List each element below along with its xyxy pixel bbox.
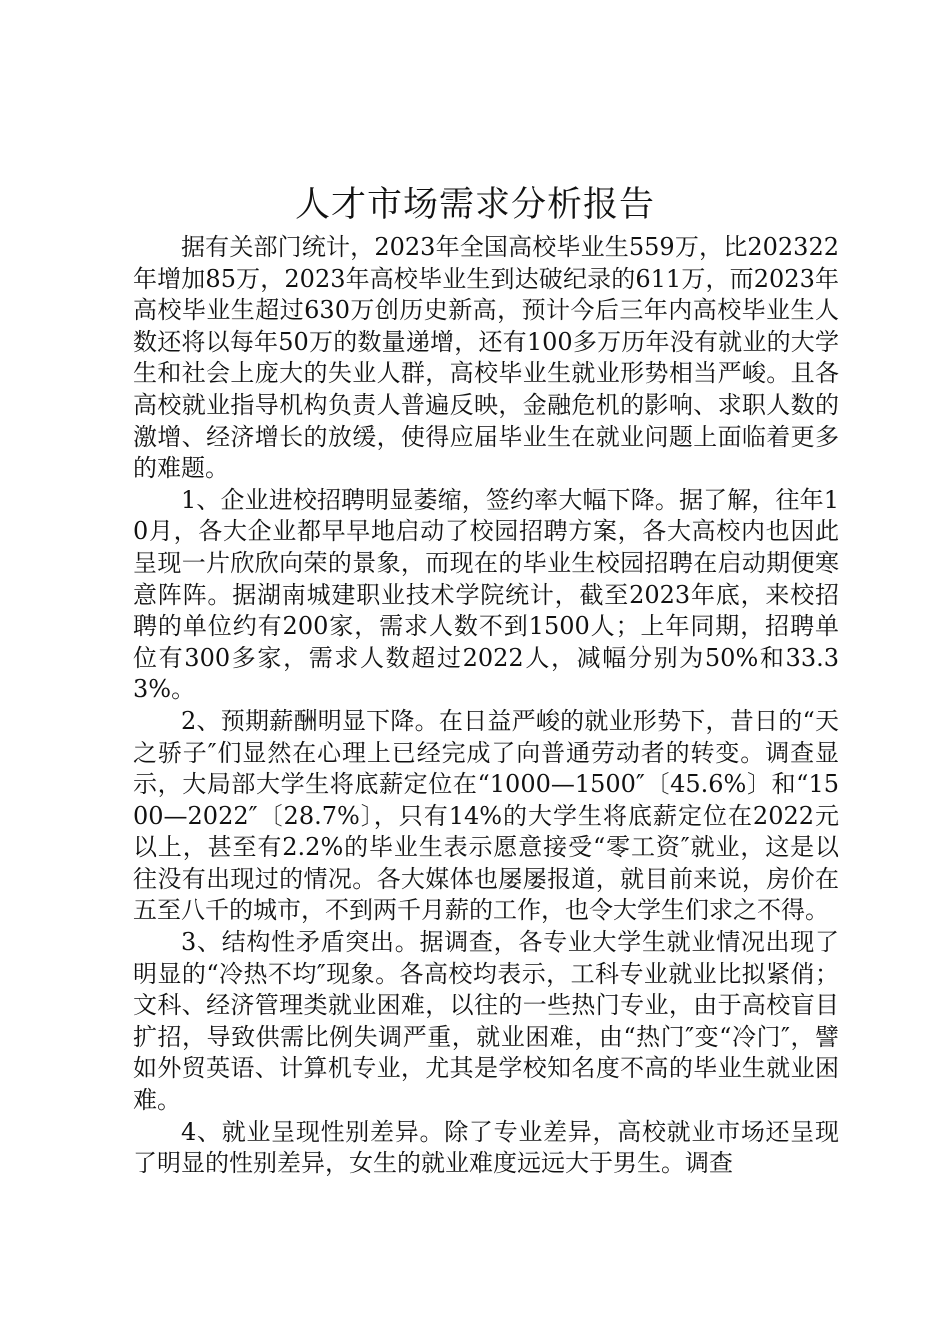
paragraph-gender-difference: 4、就业呈现性别差异。除了专业差异，高校就业市场还呈现了明显的性别差异，女生的就业难度远远大于男生。调查	[133, 1117, 839, 1178]
paragraph-structural-contradiction: 3、结构性矛盾突出。据调查，各专业大学生就业情况出现了明显的“冷热不均″现象。各高校均表示，工科专业就业比拟紧俏；文科、经济管理类就业困难，以往的一些热门专业，由于高校盲目扩招，导致供需比例失调严重，就业困难，由“热门″变“冷门″，譬如外贸英语、计算机专业，尤其是学校知名度不高的毕业生就业困难。	[133, 928, 839, 1115]
paragraph-intro: 据有关部门统计，2023年全国高校毕业生559万，比202322年增加85万，2023年高校毕业生到达破纪录的611万，而2023年高校毕业生超过630万创历史新高，预计今后三年内高校毕业生人数还将以每年50万的数量递增，还有100多万历年没有就业的大学生和社会上庞大的失业人群，高校毕业生就业形势相当严峻。且各高校就业指导机构负责人普遍反映，金融危机的影响、求职人数的激增、经济增长的放缓，使得应届毕业生在就业问题上面临着更多的难题。	[133, 233, 839, 483]
paragraph-salary-expectation: 2、预期薪酬明显下降。在日益严峻的就业形势下，昔日的“天之骄子″们显然在心理上已经完成了向普通劳动者的转变。调查显示，大局部大学生将底薪定位在“1000—1500″〔45.6%〕和“1500—2022″〔28.7%〕，只有14%的大学生将底薪定位在2022元以上，甚至有2.2%的毕业生表示愿意接受“零工资″就业，这是以往没有出现过的情况。各大媒体也屡屡报道，就目前来说，房价在五至八千的城市，不到两千月薪的工作，也令大学生们求之不得。	[133, 706, 839, 925]
paragraph-campus-recruitment: 1、企业进校招聘明显萎缩，签约率大幅下降。据了解，往年10月，各大企业都早早地启动了校园招聘方案，各大高校内也因此呈现一片欣欣向荣的景象，而现在的毕业生校园招聘在启动期便寒意阵阵。据湖南城建职业技术学院统计，截至2023年底，来校招聘的单位约有200家，需求人数不到1500人；上年同期，招聘单位有300多家，需求人数超过2022人，减幅分别为50%和33.33%。	[133, 485, 839, 704]
document-body	[133, 232, 839, 1180]
document-title: 人才市场需求分析报告	[294, 185, 655, 225]
